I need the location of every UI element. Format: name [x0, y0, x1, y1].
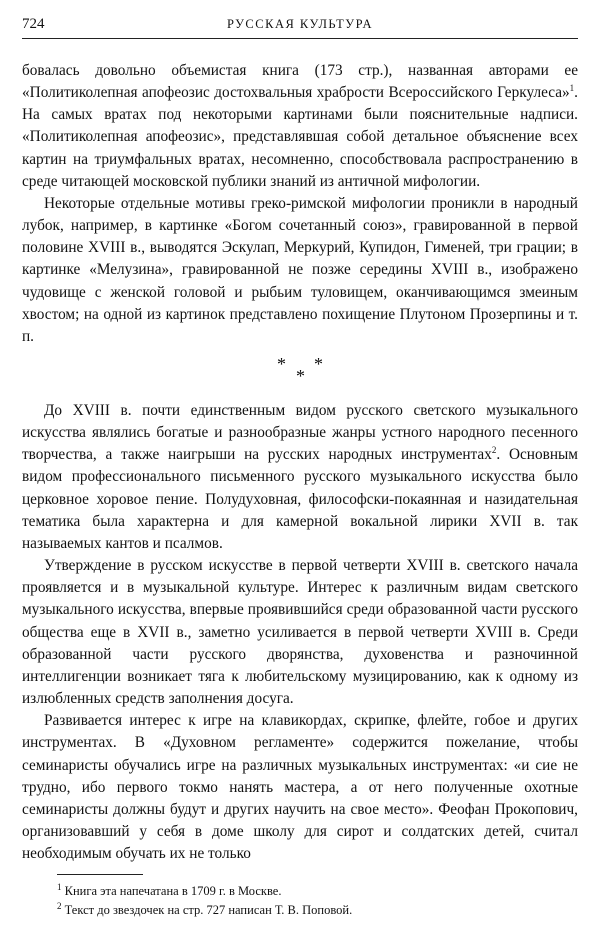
paragraph: Утверждение в русском искусстве в первой четверти XVIII в. светского начала проявляется и в музыкальной культуре. Интерес к различным видам светского музыкального искусства, впервые проявившийся среди образованной части русского общества еще в XVII в., заметно усиливается в первой четверти XVIII в. Среди образованной части русского дворянства, духовенства и разночинной интеллигенции возникает тяга к любительскому музицированию, как к одному из излюбленных средств заполнения досуга. — [22, 557, 578, 708]
footnote: $^1$ Книга эта напечатана в 1709 г. в Москве. — [57, 881, 282, 898]
footnote: $^2$ Текст до звездочек на стр. 727 написан Т. В. Поповой. — [57, 900, 353, 917]
footnote-ref: 1 — [569, 83, 575, 94]
asterisk: * — [277, 354, 286, 374]
paragraph: Некоторые отдельные мотивы греко-римской мифологии проникли в народный лубок, например, в картинке «Богом сочетанный союз», гравированной в первой половине XVIII в., выводятся Эскулап, Меркурий, Купидон, Гименей, три грации; в картинке «Мелузина», гравированной не позже середины XVIII в., изображено чудовище с женской головой и рыбьим туловищем, оканчивающимся змеиным хвостом; на одной из картинок представлено похищение Плутоном Прозерпины и т. п. — [22, 194, 578, 345]
footnotes — [57, 882, 578, 920]
running-title: РУССКАЯ КУЛЬТУРА — [226, 17, 374, 31]
footnote-divider — [57, 874, 143, 875]
asterisk: * — [314, 354, 323, 374]
paragraph: До XVIII в. почти единственным видом русского светского музыкального искусства являлись богатые и разнообразные жанры устного народного песенного творчества, а также наигрыши на русских народных инструментах$^2$. Основным видом профессионального письменного русского музыкального искусства было церковное хоровое пение. Полудуховная, философски-покаянная и назидательная тематика была характерна и для камерной вокальной лирики XVII в. так называемых кантов и псалмов. — [22, 402, 578, 552]
section-separator — [0, 354, 600, 384]
footnote-ref: 2 — [491, 445, 497, 456]
section-two — [22, 400, 578, 865]
page-number: 724 — [22, 16, 45, 32]
paragraph: Развивается интерес к игре на клавикордах, скрипке, флейте, гобое и других инструментах. В «Духовном регламенте» содержится пожелание, чтобы семинаристы обучались игре на различных музыкальных инструментах: «и сие не трудно, ибо первого токмо нанять мастера, а от него полученные охотные семинаристы должны будут и других научить на свое место». Феофан Прокопович, организовавший у себя в доме школу для сирот и солдатских детей, считал необходимым обучать их не только — [22, 712, 578, 863]
asterisk: * — [296, 366, 305, 386]
paragraph: бовалась довольно объемистая книга (173 стр.), названная авторами ее «Политиколепная апофеозис достохвальныя храбрости Всероссийского Геркулеса»$^1$. На самых вратах под некоторыми картинами были пояснительные надписи. «Политиколепная апофеозис», представлявшая собой детальное объяснение всех картин на триумфальных вратах, несомненно, способствовала распространению в среде читающей московской публики знаний из античной мифологии. — [22, 62, 578, 190]
section-one — [22, 60, 578, 348]
page-header — [22, 12, 578, 39]
